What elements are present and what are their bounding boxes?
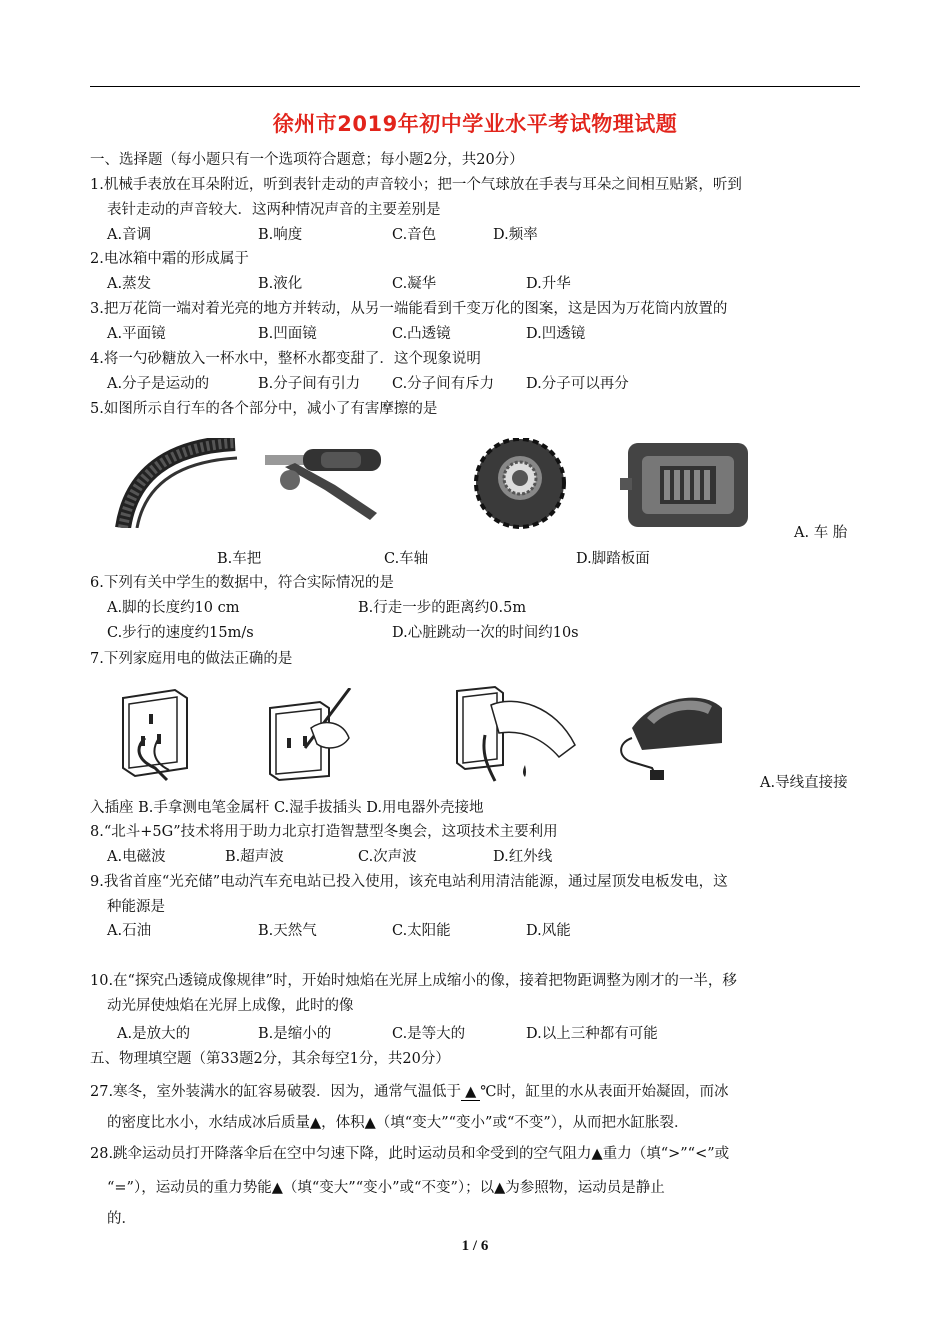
q3-stem: 3.把万花筒一端对着光亮的地方并转动，从另一端能看到千变万化的图案，这是因为万花筒内放置的 bbox=[90, 301, 728, 317]
q5-stem: 5.如图所示自行车的各个部分中，减小了有害摩擦的是 bbox=[90, 401, 438, 417]
q4-option-d: D.分子可以再分 bbox=[526, 376, 629, 392]
q9-line2: 种能源是 bbox=[107, 899, 165, 915]
q1-option-a: A.音调 bbox=[107, 227, 152, 243]
section-5-heading: 五、物理填空题（第33题2分，其余每空1分，共20分） bbox=[90, 1051, 450, 1067]
q1-option-c: C.音色 bbox=[392, 227, 437, 243]
q1-line2: 表针走动的声音较大．这两种情况声音的主要差别是 bbox=[107, 202, 441, 218]
q27-blank: ▲ bbox=[461, 1084, 480, 1101]
q2-option-b: B.液化 bbox=[258, 276, 303, 292]
q27-line1 bbox=[90, 1083, 728, 1101]
q5-option-a: A. 车 胎 bbox=[794, 525, 848, 541]
q27-line1-b: ℃时，缸里的水从表面开始凝固，而冰 bbox=[480, 1084, 729, 1100]
q6-option-b: B.行走一步的距离约0.5m bbox=[358, 600, 527, 616]
q4-option-a: A.分子是运动的 bbox=[107, 376, 210, 392]
q4-stem: 4.将一勺砂糖放入一杯水中，整杯水都变甜了．这个现象说明 bbox=[90, 351, 481, 367]
top-rule bbox=[90, 86, 860, 87]
q9-option-d: D.风能 bbox=[526, 923, 571, 939]
q2-option-d: D.升华 bbox=[526, 276, 571, 292]
q3-option-c: C.凸透镜 bbox=[392, 326, 451, 342]
q27-line2: 的密度比水小，水结成冰后质量▲，体积▲（填“变大”“变小”或“不变”），从而把水缸胀裂． bbox=[107, 1115, 689, 1131]
q8-option-b: B.超声波 bbox=[225, 849, 284, 865]
q6-option-d: D.心脏跳动一次的时间约10s bbox=[392, 625, 579, 641]
q8-option-a: A.电磁波 bbox=[107, 849, 166, 865]
q8-stem: 8.“北斗+5G”技术将用于助力北京打造智慧型冬奥会，这项技术主要利用 bbox=[90, 824, 558, 840]
page-title: 徐州市2019年初中学业水平考试物理试题 bbox=[272, 112, 678, 136]
page-number: 1 / 6 bbox=[461, 1238, 489, 1254]
q8-option-d: D.红外线 bbox=[493, 849, 553, 865]
socket-wire-image bbox=[115, 688, 190, 783]
bicycle-handlebar-image bbox=[265, 445, 385, 525]
q5-option-c: C.车轴 bbox=[384, 551, 429, 567]
q7-options-line: 入插座 B.手拿测电笔金属杆 C.湿手拔插头 D.用电器外壳接地 bbox=[90, 800, 484, 816]
q6-option-c: C.步行的速度约15m/s bbox=[107, 625, 254, 641]
q2-option-a: A.蒸发 bbox=[107, 276, 152, 292]
q28-line2: “=”），运动员的重力势能▲（填“变大”“变小”或“不变”）；以▲为参照物，运动员是静止 bbox=[107, 1180, 665, 1196]
q10-option-a: A.是放大的 bbox=[117, 1026, 191, 1042]
q4-option-c: C.分子间有斥力 bbox=[392, 376, 495, 392]
q6-stem: 6.下列有关中学生的数据中，符合实际情况的是 bbox=[90, 575, 394, 591]
test-pen-image bbox=[265, 688, 355, 783]
q10-option-c: C.是等大的 bbox=[392, 1026, 466, 1042]
q10-line2: 动光屏使烛焰在光屏上成像，此时的像 bbox=[107, 998, 354, 1014]
q9-option-a: A.石油 bbox=[107, 923, 152, 939]
q2-option-c: C.凝华 bbox=[392, 276, 437, 292]
q9-option-b: B.天然气 bbox=[258, 923, 317, 939]
bicycle-pedal-image bbox=[620, 438, 755, 530]
q10-option-b: B.是缩小的 bbox=[258, 1026, 332, 1042]
q4-option-b: B.分子间有引力 bbox=[258, 376, 361, 392]
q3-option-d: D.凹透镜 bbox=[526, 326, 586, 342]
q1-option-b: B.响度 bbox=[258, 227, 303, 243]
q10-option-d: D.以上三种都有可能 bbox=[526, 1026, 658, 1042]
q6-option-a: A.脚的长度约10 cm bbox=[107, 600, 240, 616]
q8-option-c: C.次声波 bbox=[358, 849, 417, 865]
wet-hand-unplug-image bbox=[455, 685, 580, 785]
q9-line1: 9.我省首座“光充储”电动汽车充电站已投入使用，该充电站利用清洁能源，通过屋顶发电板发电，这 bbox=[90, 874, 728, 890]
q1-option-d: D.频率 bbox=[493, 227, 538, 243]
q1-line1: 1.机械手表放在耳朵附近，听到表针走动的声音较小；把一个气球放在手表与耳朵之间相互贴紧，听到 bbox=[90, 177, 742, 193]
bicycle-tire-image bbox=[115, 438, 240, 528]
q2-stem: 2.电冰箱中霜的形成属于 bbox=[90, 251, 249, 267]
section-1-heading: 一、选择题（每小题只有一个选项符合题意；每小题2分，共20分） bbox=[90, 152, 524, 168]
q5-option-d: D.脚踏板面 bbox=[576, 551, 650, 567]
q9-option-c: C.太阳能 bbox=[392, 923, 451, 939]
q3-option-a: A.平面镜 bbox=[107, 326, 166, 342]
q27-line1-a: 27.寒冬，室外装满水的缸容易破裂．因为，通常气温低于 bbox=[90, 1084, 462, 1100]
q28-line1: 28.跳伞运动员打开降落伞后在空中匀速下降，此时运动员和伞受到的空气阻力▲重力（填“>”“<”或 bbox=[90, 1146, 730, 1162]
bicycle-axle-image bbox=[460, 438, 580, 530]
q3-option-b: B.凹面镜 bbox=[258, 326, 317, 342]
q7-stem: 7.下列家庭用电的做法正确的是 bbox=[90, 651, 293, 667]
q7-option-a-part1: A.导线直接接 bbox=[760, 775, 848, 791]
q10-line1: 10.在“探究凸透镜成像规律”时，开始时烛焰在光屏上成缩小的像，接着把物距调整为刚才的一半，移 bbox=[90, 973, 737, 989]
q28-line3: 的． bbox=[107, 1211, 136, 1227]
q5-option-b: B.车把 bbox=[217, 551, 262, 567]
iron-grounded-image bbox=[612, 688, 727, 783]
